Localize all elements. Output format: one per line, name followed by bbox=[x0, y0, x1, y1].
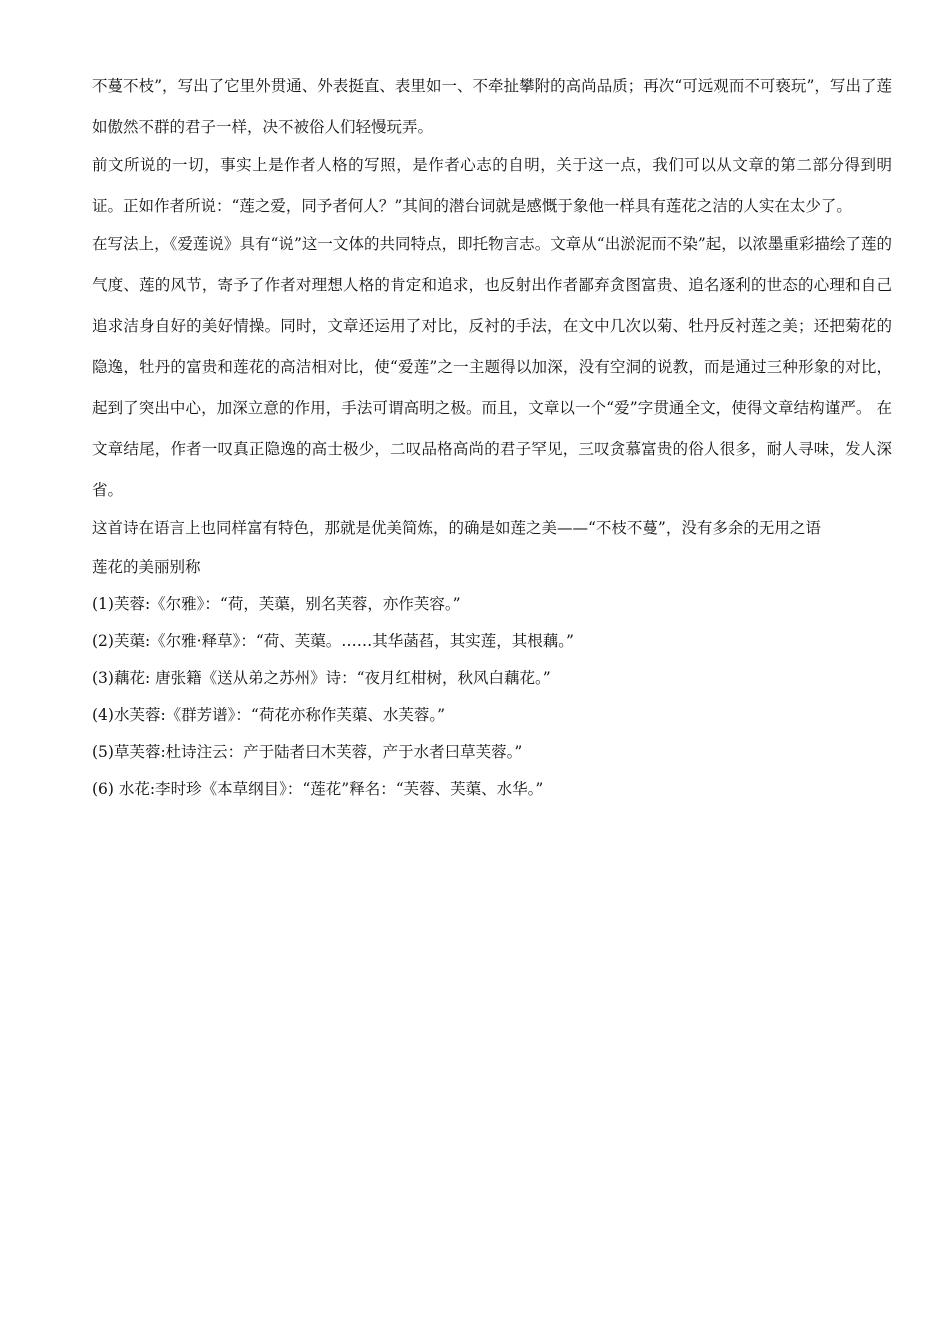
paragraph-2: 前文所说的一切，事实上是作者人格的写照，是作者心志的自明，关于这一点，我们可以从文章的第二部分得到明证。正如作者所说：“莲之爱，同予者何人？”其间的潜台词就是感慨于象他一样具有莲花之洁的人实在太少了。 bbox=[92, 156, 892, 215]
alias-section-title: 莲花的美丽别称 bbox=[92, 558, 201, 576]
paragraph-4: 这首诗在语言上也同样富有特色，那就是优美简炼，的确是如莲之美——“不枝不蔓”，没有多余的无用之语 bbox=[92, 519, 821, 537]
alias-section bbox=[92, 549, 892, 808]
list-item: (1)芙蓉:《尔雅》：“荷，芙蕖，别名芙蓉，亦作芙容。” bbox=[92, 595, 461, 613]
paragraph-1: 不蔓不枝”，写出了它里外贯通、外表挺直、表里如一、不牵扯攀附的高尚品质；再次“可远观而不可亵玩”，写出了莲如傲然不群的君子一样，决不被俗人们轻慢玩弄。 bbox=[92, 77, 892, 136]
document-page bbox=[92, 0, 892, 808]
list-item: (4)水芙蓉:《群芳谱》：“荷花亦称作芙蕖、水芙蓉。” bbox=[92, 706, 446, 724]
alias-list bbox=[92, 586, 892, 808]
list-item: (6) 水花:李时珍《本草纲目》：“莲花”释名：“芙蓉、芙蕖、水华。” bbox=[92, 780, 544, 798]
list-item: (3)藕花: 唐张籍《送从弟之苏州》诗：“夜月红柑树，秋风白藕花。” bbox=[92, 669, 551, 687]
paragraph-3: 在写法上，《爱莲说》具有“说”这一文体的共同特点，即托物言志。文章从“出淤泥而不染”起，以浓墨重彩描绘了莲的气度、莲的风节，寄予了作者对理想人格的肯定和追求，也反射出作者鄙弃贪图富贵、追名逐利的世态的心理和自己追求洁身自好的美好情操。同时，文章还运用了对比，反衬的手法，在文中几次以菊、牡丹反衬莲之美；还把菊花的隐逸，牡丹的富贵和莲花的高洁相对比，使“爱莲”之一主题得以加深，没有空洞的说教，而是通过三种形象的对比，起到了突出中心，加深立意的作用，手法可谓高明之极。而且，文章以一个“爱”字贯通全文，使得文章结构谨严。 在文章结尾，作者一叹真正隐逸的高士极少，二叹品格高尚的君子罕见，三叹贪慕富贵的俗人很多，耐人寻味，发人深省。 bbox=[92, 235, 892, 499]
list-item: (2)芙蕖:《尔雅·释草》：“荷、芙蕖。……其华菡萏，其实莲，其根藕。” bbox=[92, 632, 574, 650]
essay-body bbox=[92, 66, 892, 549]
list-item: (5)草芙蓉:杜诗注云：产于陆者曰木芙蓉，产于水者曰草芙蓉。” bbox=[92, 743, 523, 761]
